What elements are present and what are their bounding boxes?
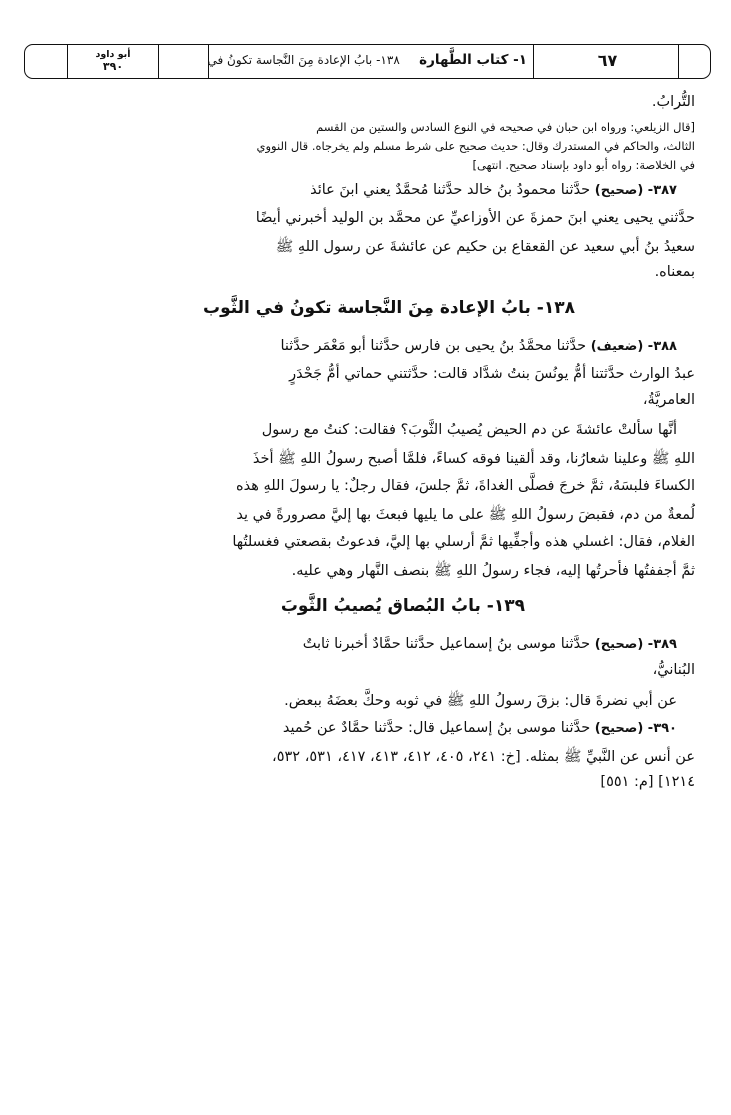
hadith-text: بمعناه. [654, 264, 695, 280]
header-divider [158, 45, 159, 78]
hadith-number: ٣٩٠- (صحيح) [594, 721, 677, 736]
source-name: أبو داود [95, 49, 131, 60]
hadith-text: حدَّثنا محمودُ بنُ خالد حدَّثنا مُحمَّدٌ يعني ابنَ عائذ [310, 182, 591, 198]
hadith-text: ثمَّ أجففتُها فأحرتُها إليه، فجاء رسولُ اللهِ ﷺ بنصف النَّهار وهي عليه. [291, 563, 695, 579]
hadith-number: ٣٨٧- (صحيح) [594, 183, 677, 198]
hadith-text: أنَّها سألتْ عائشةَ عن دم الحيض يُصيبُ الثَّوبَ؟ فقالت: كنتُ مع رسول [261, 422, 677, 438]
source-number: ٣٩٠ [102, 60, 124, 73]
hadith-text: اللهِ ﷺ وعلينا شعارُنا، وقد ألقينا فوقه كساءً، فلمَّا أصبح رسولُ اللهِ ﷺ أخذَ [252, 451, 695, 467]
hadith-text: البُنانيُّ، [652, 662, 695, 678]
hadith-text: العامريَّةُ، [642, 392, 695, 408]
hadith-text: حدَّثنا محمَّدُ بنُ يحيى بن فارس حدَّثنا أبو مَعْمَر حدَّثنا [280, 338, 587, 354]
hadith-text: حدَّثنا موسى بنُ إسماعيل حدَّثنا حمَّادٌ أخبرنا ثابتٌ [302, 636, 591, 652]
note-line: [قال الزيلعي: ورواه ابن حبان في صحيحه في النوع السادس والستين من القسم [316, 120, 695, 134]
note-line: في الخلاصة: رواه أبو داود بإسناد صحيح. انتهى] [472, 158, 695, 172]
header-divider [678, 45, 679, 78]
top-fragment: التُّرابُ. [651, 94, 695, 110]
hadith-text: حدَّثني يحيى يعني ابنَ حمزةَ عن الأوزاعيِّ عن محمَّد بن الوليد أخبرني أيضًا [255, 210, 695, 226]
page-body [40, 88, 695, 1088]
hadith-text: لُمعةٌ من دم، فقبضَ رسولُ اللهِ ﷺ على ما يليها فبعثَ بها إليَّ مصرورةً في يد [236, 507, 695, 523]
page-number: ٦٧ [597, 51, 618, 70]
hadith-text: عن أبي نضرةَ قال: بزقَ رسولُ اللهِ ﷺ في ثوبه وحكَّ بعضَهُ ببعض. [284, 693, 677, 709]
hadith-number: ٣٨٨- (ضعيف) [590, 339, 677, 354]
note-line: الثالث، والحاكم في المستدرك وقال: حديث صحيح على شرط مسلم ولم يخرجاه. قال النووي [256, 139, 695, 153]
header-divider [67, 45, 68, 78]
chapter-heading: ١٣٩- بابُ البُصاق يُصيبُ الثَّوبَ [280, 596, 525, 616]
hadith-text: ١٢١٤] [م: ٥٥١] [600, 774, 695, 790]
hadith-number: ٣٨٩- (صحيح) [594, 637, 677, 652]
hadith-text: الغلام، فقال: اغسلي هذه وأجفِّيها ثمَّ أرسلي بها إليَّ، فدعوتُ بقصعتي فغسلتُها [232, 534, 695, 550]
chapter-heading: ١٣٨- بابُ الإعادة مِنَ النَّجاسة تكونُ في الثَّوب [202, 298, 575, 318]
header-divider [533, 45, 534, 78]
book-title: ١- كتاب الطَّهارة [419, 52, 527, 68]
hadith-text: حدَّثنا موسى بنُ إسماعيل قال: حدَّثنا حمَّادٌ عن حُميد [282, 720, 591, 736]
hadith-text: الكساءَ فلبسَهُ، ثمَّ خرجَ فصلَّى الغداةَ، ثمَّ جلسَ، فقال رجلٌ: يا رسولَ اللهِ هذه [236, 478, 695, 494]
hadith-text: سعيدُ بنُ أبي سعيد عن القعقاع بن حكيم عن عائشةَ عن رسول اللهِ ﷺ [275, 239, 695, 255]
chapter-title: ١٣٨- بابُ الإعادة مِنَ النَّجاسة تكونُ في [207, 53, 400, 67]
page-header [24, 44, 711, 79]
hadith-text: عبدُ الوارث حدَّثتنا أمُّ يونُسَ بنتُ شدَّاد قالت: حدَّثتني حماتي أمُّ جَحْدَرٍ [289, 366, 695, 382]
hadith-text: عن أنس عن النَّبيِّ ﷺ بمثله. [خ: ٢٤١، ٤٠٥، ٤١٢، ٤١٣، ٤١٧، ٥٣١، ٥٣٢، [272, 749, 695, 765]
